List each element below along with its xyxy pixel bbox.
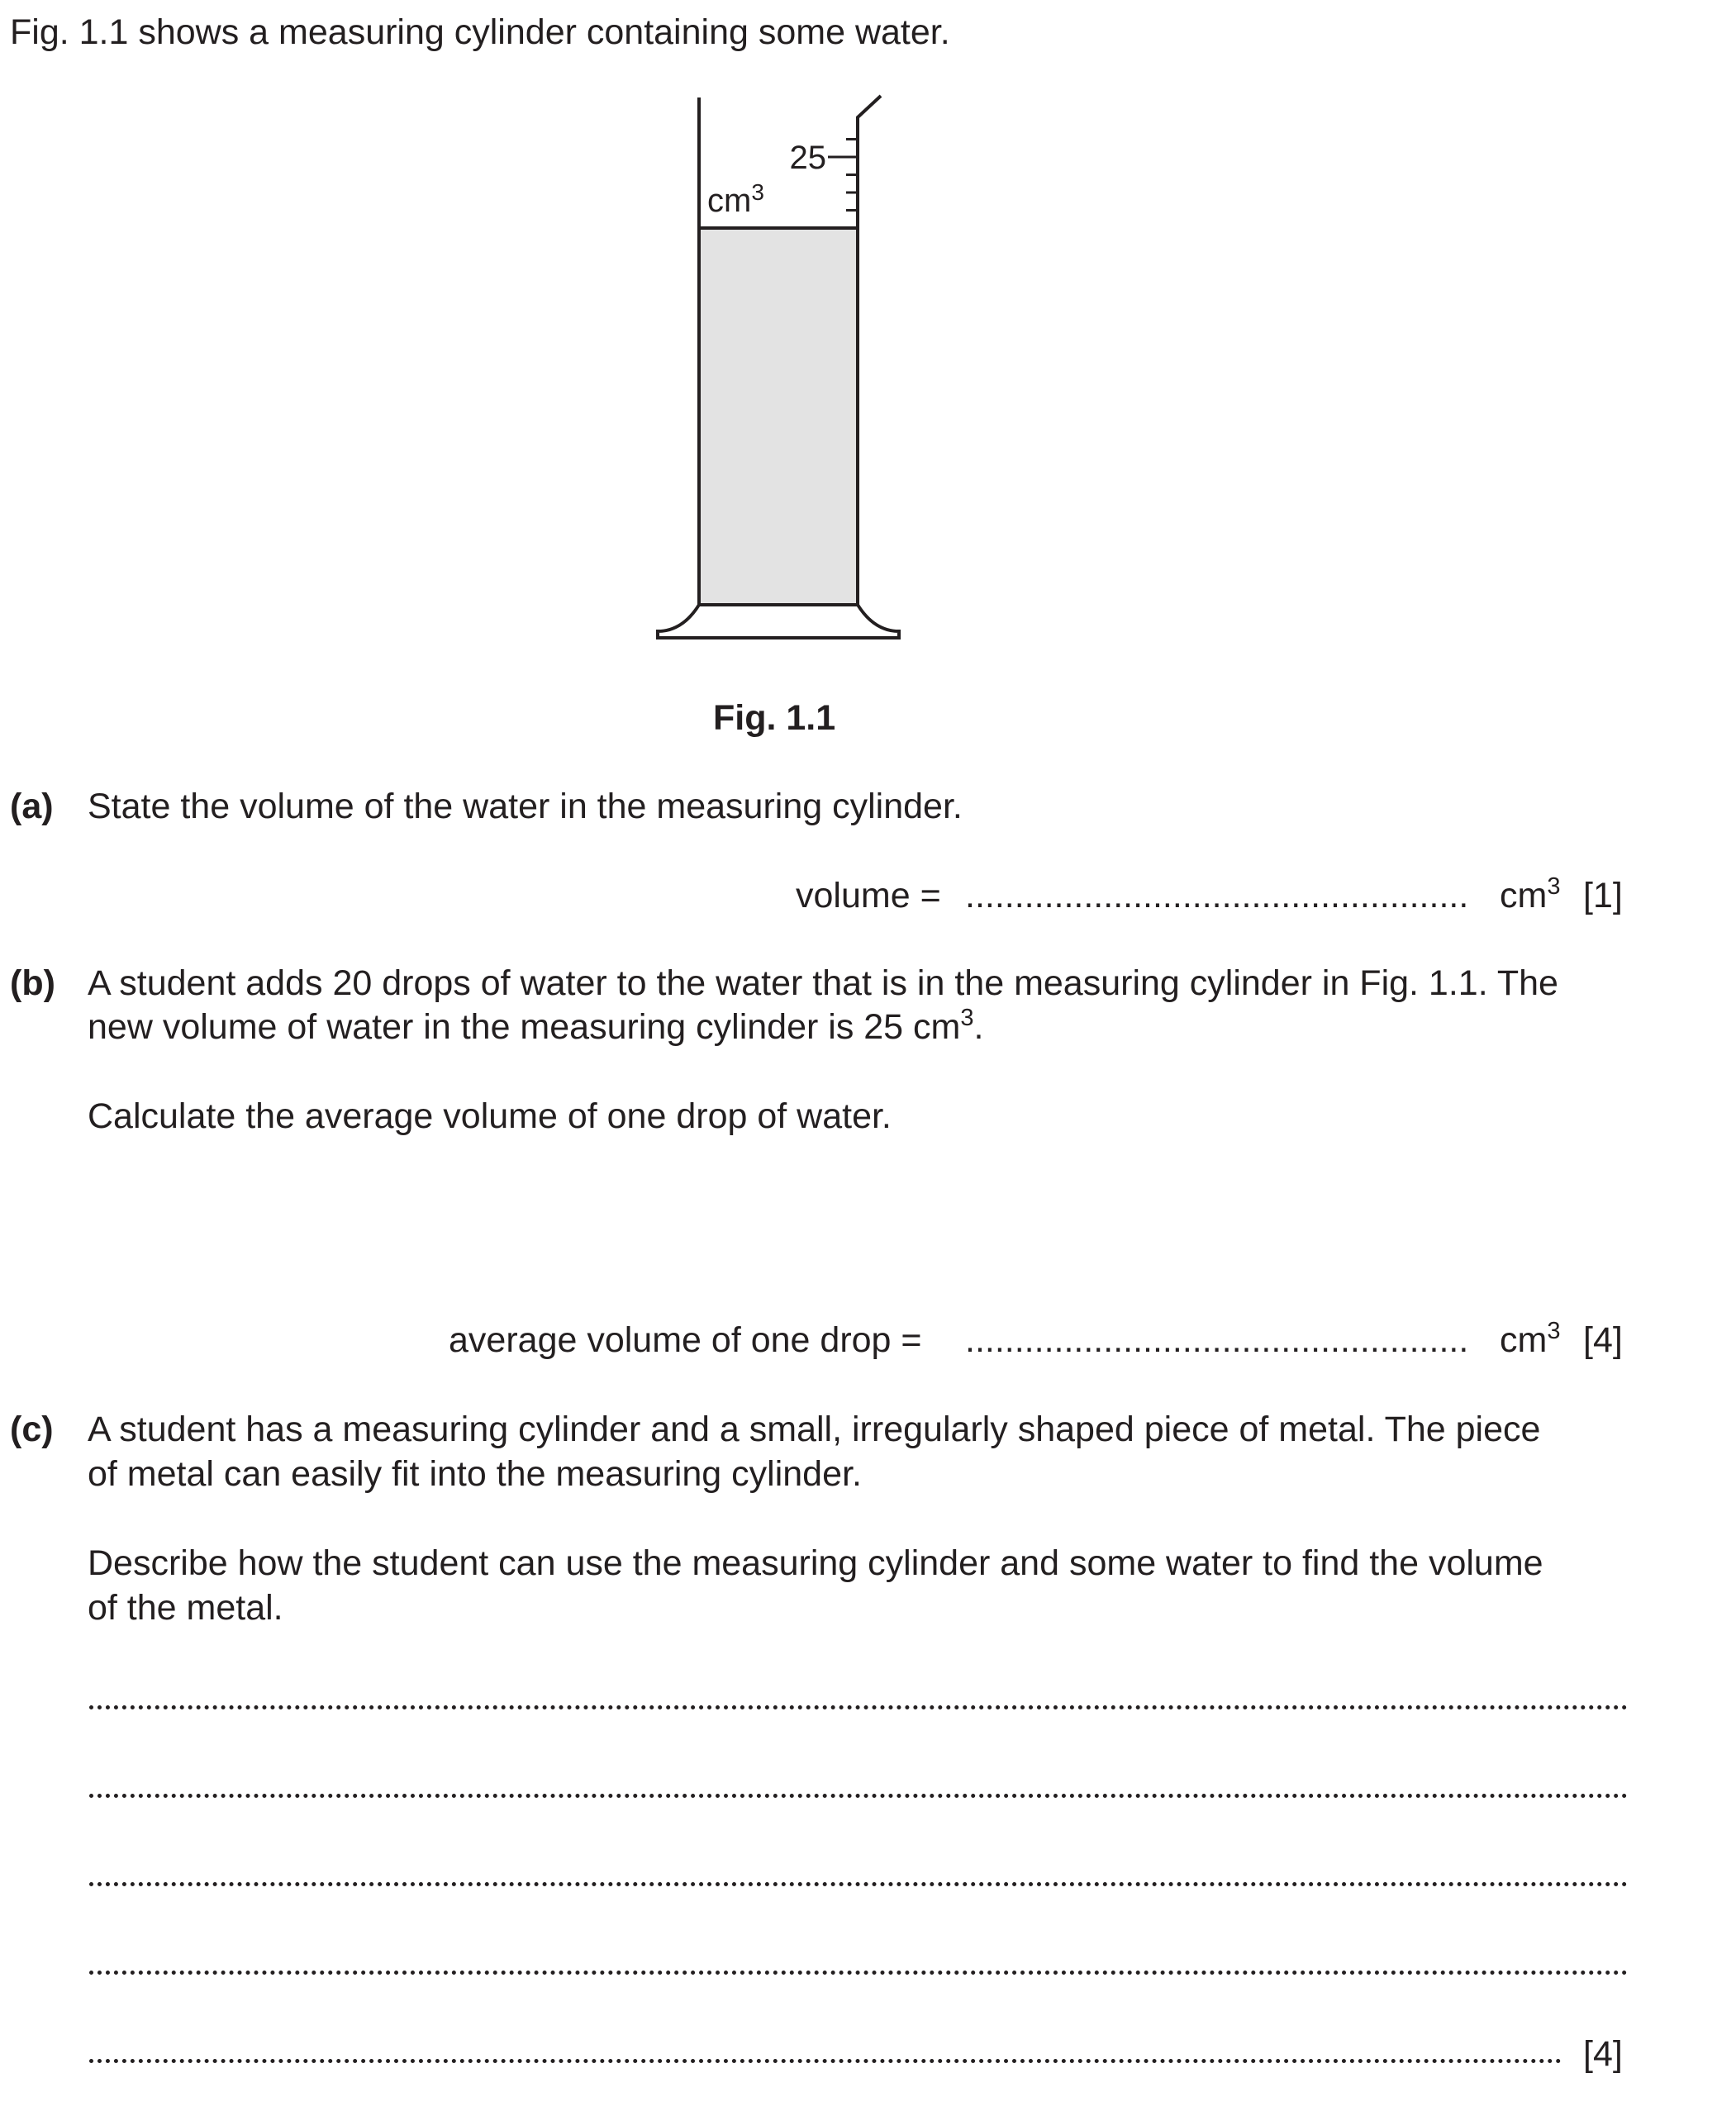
part-c-answer-line-1[interactable]	[89, 1705, 1628, 1709]
part-b-label: (b)	[10, 963, 55, 1003]
measuring-cylinder-figure	[644, 91, 925, 653]
figure-caption: Fig. 1.1	[713, 698, 836, 738]
part-a-marks: [1]	[1583, 876, 1623, 915]
part-a-answer-field[interactable]: ...................................................	[965, 876, 1469, 915]
part-c-marks: [4]	[1583, 2034, 1623, 2074]
part-a-label: (a)	[10, 787, 54, 826]
part-c-answer-line-4[interactable]	[89, 1971, 1628, 1975]
part-c-question-line1: A student has a measuring cylinder and a small, irregularly shaped piece of metal. The piece	[88, 1410, 1541, 1449]
water-fill	[699, 228, 858, 605]
part-b-answer-field[interactable]: ...................................................	[965, 1320, 1469, 1360]
part-c-answer-line-3[interactable]	[89, 1882, 1628, 1886]
cylinder-right-wall-spout	[858, 96, 881, 605]
part-a-answer-prefix: volume =	[796, 876, 941, 915]
part-b-question-line1: A student adds 20 drops of water to the water that is in the measuring cylinder in Fig. 1.1. The	[88, 963, 1558, 1003]
cylinder-base-foot	[658, 605, 899, 638]
part-a-unit: $cm^3$	[1500, 873, 1561, 915]
intro-text: Fig. 1.1 shows a measuring cylinder containing some water.	[10, 12, 950, 52]
part-c-answer-line-5[interactable]	[89, 2059, 1562, 2063]
part-b-instruction: Calculate the average volume of one drop of water.	[88, 1096, 892, 1136]
part-b-question-line2: new volume of water in the measuring cylinder is 25 $cm^3$.	[88, 1005, 984, 1047]
part-b-unit: $cm^3$	[1500, 1318, 1561, 1360]
part-c-answer-line-2[interactable]	[89, 1794, 1628, 1798]
scale-label: 25	[789, 140, 826, 176]
part-c-question-line2: of metal can easily fit into the measuring cylinder.	[88, 1454, 862, 1494]
part-c-label: (c)	[10, 1410, 54, 1449]
part-c-instruction-line2: of the metal.	[88, 1588, 283, 1628]
unit-label: $cm^3$	[707, 179, 764, 219]
part-c-instruction-line1: Describe how the student can use the measuring cylinder and some water to find the volume	[88, 1543, 1543, 1583]
part-a-question: State the volume of the water in the measuring cylinder.	[88, 787, 963, 826]
part-b-answer-prefix: average volume of one drop =	[449, 1320, 922, 1360]
part-b-marks: [4]	[1583, 1320, 1623, 1360]
